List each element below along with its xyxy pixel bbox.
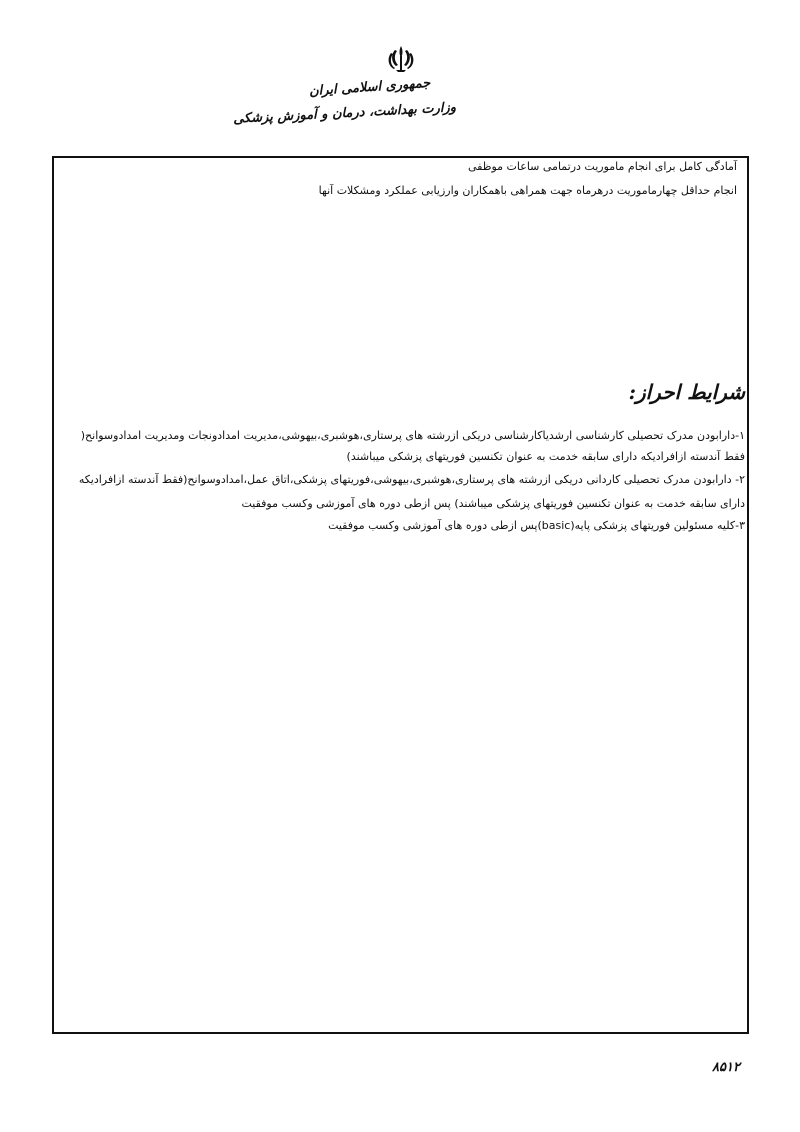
requirement-item-1-line-2: فقط آندسته ازافرادیکه دارای سابقه خدمت به عنوان تکنسین فوریتهای پزشکی میباشند) [346, 450, 745, 463]
requirement-item-1-line-1: ۱-دارابودن مدرک تحصیلی کارشناسی ارشدیاکارشناسی دریکی ازرشته های پرستاری،هوشبری،بیهوشی،مدیریت امدادونجات ومدیریت امدادوسوانح( [80, 429, 745, 442]
requirement-item-2-line-1: ۲- دارابودن مدرک تحصیلی کاردانی دریکی ازرشته های پرستاری،هوشبری،بیهوشی،فوریتهای پزشکی،اتاق عمل،امدادوسوانح(فقط آندسته ازافرادیکه [78, 473, 745, 486]
page-number: ۸۵۱۲ [712, 1060, 740, 1075]
country-name: جمهوری اسلامی ایران [308, 75, 431, 100]
requirements-title: شرایط احراز: [628, 380, 745, 404]
letterhead [232, 40, 480, 140]
requirement-item-3-line-1: ۳-کلیه مسئولین فوریتهای پزشکی پایه(basic)پس ازطی دوره های آموزشی وکسب موفقیت [328, 519, 745, 532]
iran-emblem-icon [386, 44, 416, 74]
duty-line: آمادگی کامل برای انجام ماموریت درتمامی ساعات موظفی [467, 160, 737, 173]
ministry-name: وزارت بهداشت، درمان و آموزش پزشکی [232, 100, 457, 127]
requirement-item-2-line-2: دارای سابقه خدمت به عنوان تکنسین فوریتهای پزشکی میباشند) پس ازطی دوره های آموزشی وکسب موفقیت [241, 497, 745, 510]
duty-line: انجام حداقل چهارماموریت درهرماه جهت همراهی باهمکاران وارزیابی عملکرد ومشکلات آنها [318, 184, 737, 197]
job-description-frame [52, 156, 749, 1034]
